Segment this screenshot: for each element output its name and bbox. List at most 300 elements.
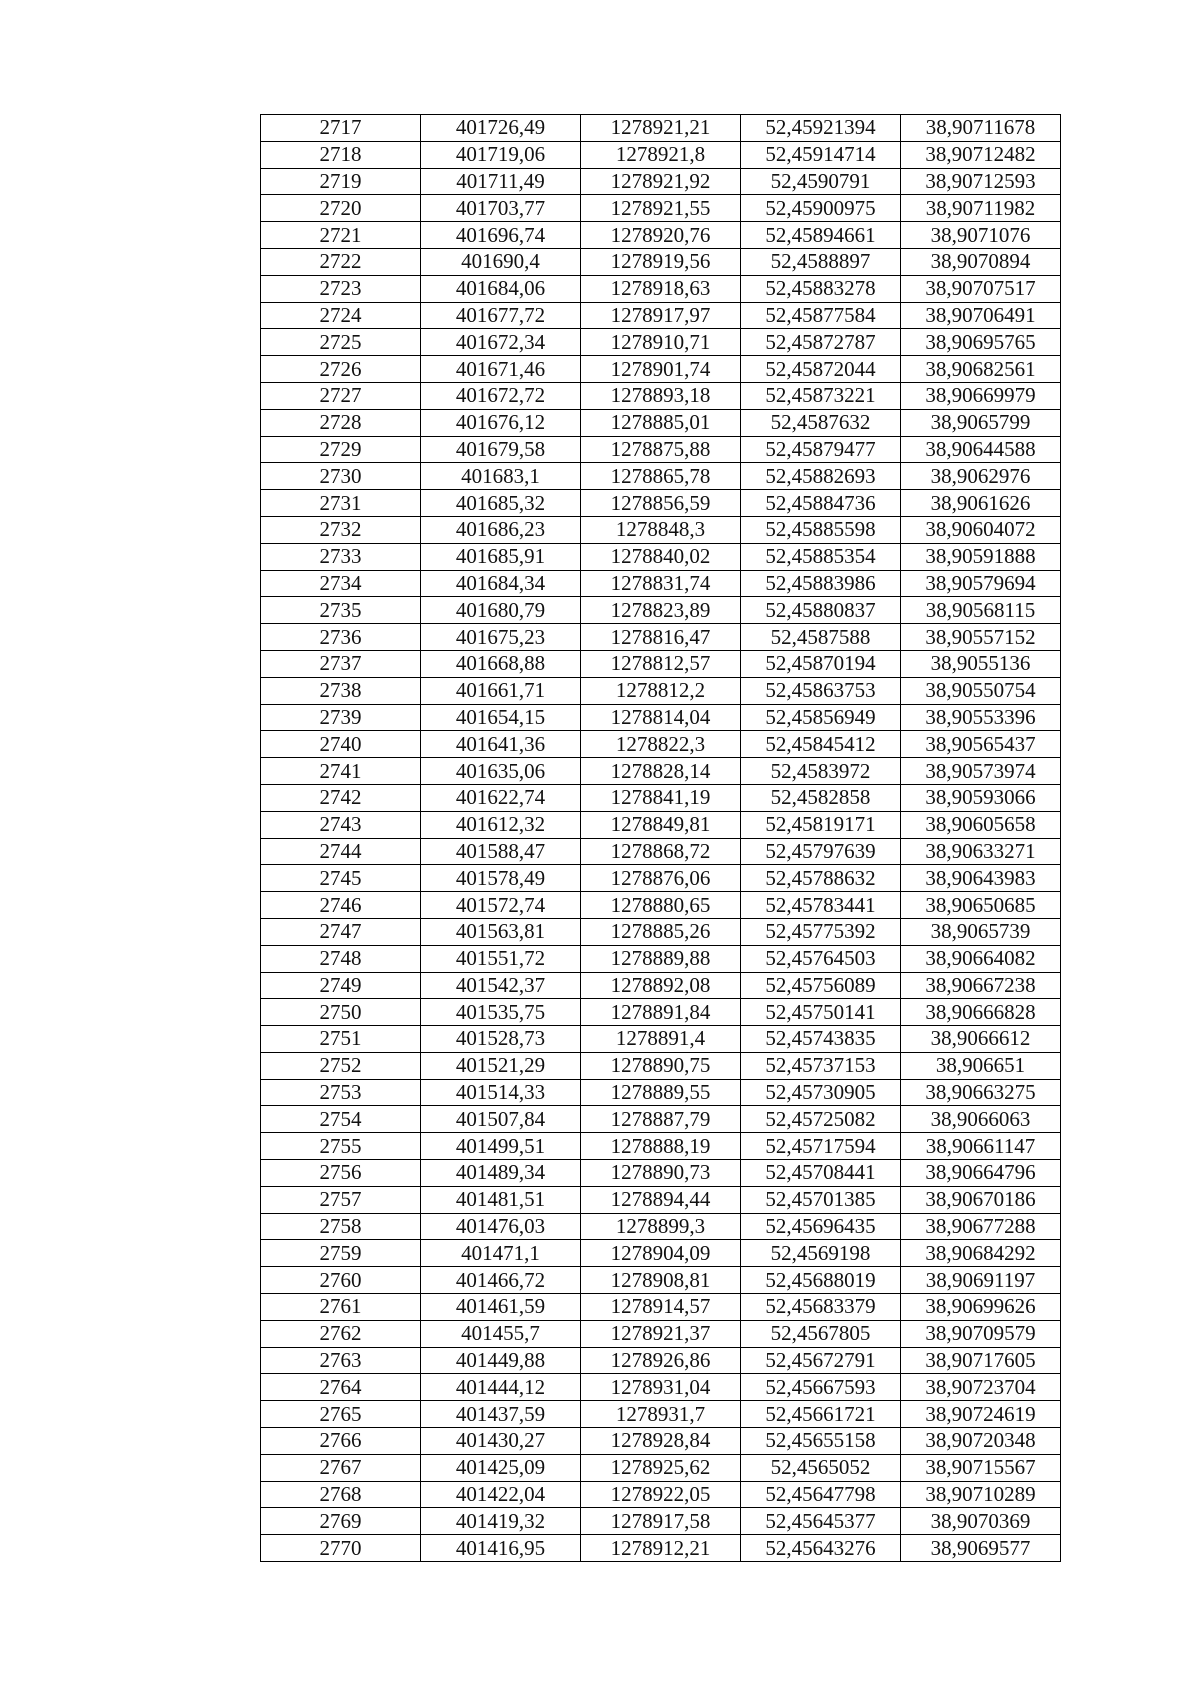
longitude-cell: 38,90568115 bbox=[901, 597, 1061, 624]
point-number-cell: 2755 bbox=[261, 1133, 421, 1160]
x-coordinate-cell: 401672,34 bbox=[421, 329, 581, 356]
longitude-cell: 38,90553396 bbox=[901, 704, 1061, 731]
table-row bbox=[261, 141, 1061, 168]
table-row bbox=[261, 1401, 1061, 1428]
y-coordinate-cell: 1278891,84 bbox=[581, 999, 741, 1026]
x-coordinate-cell: 401444,12 bbox=[421, 1374, 581, 1401]
table-row bbox=[261, 758, 1061, 785]
point-number-cell: 2739 bbox=[261, 704, 421, 731]
table-row bbox=[261, 1294, 1061, 1321]
x-coordinate-cell: 401672,72 bbox=[421, 382, 581, 409]
y-coordinate-cell: 1278868,72 bbox=[581, 838, 741, 865]
y-coordinate-cell: 1278887,79 bbox=[581, 1106, 741, 1133]
y-coordinate-cell: 1278931,04 bbox=[581, 1374, 741, 1401]
longitude-cell: 38,9055136 bbox=[901, 650, 1061, 677]
table-row bbox=[261, 1428, 1061, 1455]
x-coordinate-cell: 401690,4 bbox=[421, 248, 581, 275]
latitude-cell: 52,45883986 bbox=[741, 570, 901, 597]
point-number-cell: 2720 bbox=[261, 195, 421, 222]
coordinates-table bbox=[260, 114, 1061, 1562]
x-coordinate-cell: 401671,46 bbox=[421, 356, 581, 383]
point-number-cell: 2722 bbox=[261, 248, 421, 275]
point-number-cell: 2718 bbox=[261, 141, 421, 168]
x-coordinate-cell: 401489,34 bbox=[421, 1160, 581, 1187]
y-coordinate-cell: 1278912,21 bbox=[581, 1535, 741, 1562]
table-row bbox=[261, 1454, 1061, 1481]
x-coordinate-cell: 401528,73 bbox=[421, 1026, 581, 1053]
table-row bbox=[261, 195, 1061, 222]
y-coordinate-cell: 1278921,21 bbox=[581, 115, 741, 142]
y-coordinate-cell: 1278848,3 bbox=[581, 516, 741, 543]
point-number-cell: 2737 bbox=[261, 650, 421, 677]
x-coordinate-cell: 401419,32 bbox=[421, 1508, 581, 1535]
y-coordinate-cell: 1278921,92 bbox=[581, 168, 741, 195]
table-row bbox=[261, 1026, 1061, 1053]
y-coordinate-cell: 1278880,65 bbox=[581, 892, 741, 919]
table-row bbox=[261, 731, 1061, 758]
table-row bbox=[261, 275, 1061, 302]
x-coordinate-cell: 401499,51 bbox=[421, 1133, 581, 1160]
latitude-cell: 52,45701385 bbox=[741, 1186, 901, 1213]
longitude-cell: 38,90712593 bbox=[901, 168, 1061, 195]
latitude-cell: 52,45696435 bbox=[741, 1213, 901, 1240]
x-coordinate-cell: 401476,03 bbox=[421, 1213, 581, 1240]
point-number-cell: 2731 bbox=[261, 490, 421, 517]
x-coordinate-cell: 401455,7 bbox=[421, 1320, 581, 1347]
x-coordinate-cell: 401685,32 bbox=[421, 490, 581, 517]
point-number-cell: 2763 bbox=[261, 1347, 421, 1374]
latitude-cell: 52,4567805 bbox=[741, 1320, 901, 1347]
longitude-cell: 38,90682561 bbox=[901, 356, 1061, 383]
point-number-cell: 2760 bbox=[261, 1267, 421, 1294]
table-row bbox=[261, 892, 1061, 919]
point-number-cell: 2719 bbox=[261, 168, 421, 195]
y-coordinate-cell: 1278814,04 bbox=[581, 704, 741, 731]
point-number-cell: 2733 bbox=[261, 543, 421, 570]
longitude-cell: 38,90677288 bbox=[901, 1213, 1061, 1240]
x-coordinate-cell: 401654,15 bbox=[421, 704, 581, 731]
longitude-cell: 38,90670186 bbox=[901, 1186, 1061, 1213]
latitude-cell: 52,45764503 bbox=[741, 945, 901, 972]
point-number-cell: 2732 bbox=[261, 516, 421, 543]
longitude-cell: 38,90699626 bbox=[901, 1294, 1061, 1321]
point-number-cell: 2754 bbox=[261, 1106, 421, 1133]
x-coordinate-cell: 401535,75 bbox=[421, 999, 581, 1026]
longitude-cell: 38,9065799 bbox=[901, 409, 1061, 436]
y-coordinate-cell: 1278921,8 bbox=[581, 141, 741, 168]
point-number-cell: 2753 bbox=[261, 1079, 421, 1106]
longitude-cell: 38,9066063 bbox=[901, 1106, 1061, 1133]
point-number-cell: 2765 bbox=[261, 1401, 421, 1428]
y-coordinate-cell: 1278899,3 bbox=[581, 1213, 741, 1240]
x-coordinate-cell: 401719,06 bbox=[421, 141, 581, 168]
table-row bbox=[261, 1213, 1061, 1240]
latitude-cell: 52,45783441 bbox=[741, 892, 901, 919]
latitude-cell: 52,45775392 bbox=[741, 918, 901, 945]
table-row bbox=[261, 329, 1061, 356]
x-coordinate-cell: 401542,37 bbox=[421, 972, 581, 999]
y-coordinate-cell: 1278812,57 bbox=[581, 650, 741, 677]
y-coordinate-cell: 1278891,4 bbox=[581, 1026, 741, 1053]
x-coordinate-cell: 401572,74 bbox=[421, 892, 581, 919]
y-coordinate-cell: 1278812,2 bbox=[581, 677, 741, 704]
latitude-cell: 52,45914714 bbox=[741, 141, 901, 168]
table-row bbox=[261, 918, 1061, 945]
latitude-cell: 52,45672791 bbox=[741, 1347, 901, 1374]
table-row bbox=[261, 382, 1061, 409]
table-row bbox=[261, 436, 1061, 463]
x-coordinate-cell: 401422,04 bbox=[421, 1481, 581, 1508]
longitude-cell: 38,9061626 bbox=[901, 490, 1061, 517]
x-coordinate-cell: 401425,09 bbox=[421, 1454, 581, 1481]
point-number-cell: 2742 bbox=[261, 784, 421, 811]
longitude-cell: 38,90684292 bbox=[901, 1240, 1061, 1267]
longitude-cell: 38,90710289 bbox=[901, 1481, 1061, 1508]
table-row bbox=[261, 1267, 1061, 1294]
point-number-cell: 2764 bbox=[261, 1374, 421, 1401]
table-row bbox=[261, 222, 1061, 249]
y-coordinate-cell: 1278919,56 bbox=[581, 248, 741, 275]
point-number-cell: 2726 bbox=[261, 356, 421, 383]
point-number-cell: 2727 bbox=[261, 382, 421, 409]
y-coordinate-cell: 1278856,59 bbox=[581, 490, 741, 517]
longitude-cell: 38,90723704 bbox=[901, 1374, 1061, 1401]
y-coordinate-cell: 1278890,75 bbox=[581, 1052, 741, 1079]
y-coordinate-cell: 1278885,01 bbox=[581, 409, 741, 436]
latitude-cell: 52,45788632 bbox=[741, 865, 901, 892]
x-coordinate-cell: 401696,74 bbox=[421, 222, 581, 249]
longitude-cell: 38,90695765 bbox=[901, 329, 1061, 356]
latitude-cell: 52,45683379 bbox=[741, 1294, 901, 1321]
y-coordinate-cell: 1278840,02 bbox=[581, 543, 741, 570]
longitude-cell: 38,90605658 bbox=[901, 811, 1061, 838]
x-coordinate-cell: 401578,49 bbox=[421, 865, 581, 892]
table-row bbox=[261, 115, 1061, 142]
table-row bbox=[261, 677, 1061, 704]
latitude-cell: 52,45645377 bbox=[741, 1508, 901, 1535]
y-coordinate-cell: 1278885,26 bbox=[581, 918, 741, 945]
table-row bbox=[261, 999, 1061, 1026]
point-number-cell: 2752 bbox=[261, 1052, 421, 1079]
point-number-cell: 2770 bbox=[261, 1535, 421, 1562]
longitude-cell: 38,90711678 bbox=[901, 115, 1061, 142]
longitude-cell: 38,90664796 bbox=[901, 1160, 1061, 1187]
longitude-cell: 38,90706491 bbox=[901, 302, 1061, 329]
x-coordinate-cell: 401481,51 bbox=[421, 1186, 581, 1213]
point-number-cell: 2728 bbox=[261, 409, 421, 436]
table-row bbox=[261, 302, 1061, 329]
table-row bbox=[261, 409, 1061, 436]
longitude-cell: 38,9071076 bbox=[901, 222, 1061, 249]
table-row bbox=[261, 624, 1061, 651]
point-number-cell: 2746 bbox=[261, 892, 421, 919]
longitude-cell: 38,90724619 bbox=[901, 1401, 1061, 1428]
latitude-cell: 52,45880837 bbox=[741, 597, 901, 624]
x-coordinate-cell: 401471,1 bbox=[421, 1240, 581, 1267]
table-row bbox=[261, 945, 1061, 972]
y-coordinate-cell: 1278828,14 bbox=[581, 758, 741, 785]
x-coordinate-cell: 401437,59 bbox=[421, 1401, 581, 1428]
latitude-cell: 52,45883278 bbox=[741, 275, 901, 302]
point-number-cell: 2768 bbox=[261, 1481, 421, 1508]
longitude-cell: 38,90557152 bbox=[901, 624, 1061, 651]
longitude-cell: 38,90573974 bbox=[901, 758, 1061, 785]
y-coordinate-cell: 1278910,71 bbox=[581, 329, 741, 356]
point-number-cell: 2744 bbox=[261, 838, 421, 865]
x-coordinate-cell: 401675,23 bbox=[421, 624, 581, 651]
y-coordinate-cell: 1278920,76 bbox=[581, 222, 741, 249]
latitude-cell: 52,45845412 bbox=[741, 731, 901, 758]
table-row bbox=[261, 838, 1061, 865]
table-row bbox=[261, 1106, 1061, 1133]
point-number-cell: 2735 bbox=[261, 597, 421, 624]
table-row bbox=[261, 1160, 1061, 1187]
latitude-cell: 52,45750141 bbox=[741, 999, 901, 1026]
latitude-cell: 52,45877584 bbox=[741, 302, 901, 329]
latitude-cell: 52,45819171 bbox=[741, 811, 901, 838]
longitude-cell: 38,90709579 bbox=[901, 1320, 1061, 1347]
x-coordinate-cell: 401679,58 bbox=[421, 436, 581, 463]
longitude-cell: 38,90707517 bbox=[901, 275, 1061, 302]
longitude-cell: 38,90650685 bbox=[901, 892, 1061, 919]
latitude-cell: 52,45863753 bbox=[741, 677, 901, 704]
point-number-cell: 2745 bbox=[261, 865, 421, 892]
longitude-cell: 38,90579694 bbox=[901, 570, 1061, 597]
y-coordinate-cell: 1278921,55 bbox=[581, 195, 741, 222]
point-number-cell: 2750 bbox=[261, 999, 421, 1026]
longitude-cell: 38,90711982 bbox=[901, 195, 1061, 222]
point-number-cell: 2740 bbox=[261, 731, 421, 758]
point-number-cell: 2747 bbox=[261, 918, 421, 945]
y-coordinate-cell: 1278823,89 bbox=[581, 597, 741, 624]
table-row bbox=[261, 1347, 1061, 1374]
point-number-cell: 2725 bbox=[261, 329, 421, 356]
x-coordinate-cell: 401684,06 bbox=[421, 275, 581, 302]
y-coordinate-cell: 1278831,74 bbox=[581, 570, 741, 597]
point-number-cell: 2741 bbox=[261, 758, 421, 785]
longitude-cell: 38,90550754 bbox=[901, 677, 1061, 704]
y-coordinate-cell: 1278922,05 bbox=[581, 1481, 741, 1508]
latitude-cell: 52,4582858 bbox=[741, 784, 901, 811]
point-number-cell: 2766 bbox=[261, 1428, 421, 1455]
point-number-cell: 2724 bbox=[261, 302, 421, 329]
x-coordinate-cell: 401461,59 bbox=[421, 1294, 581, 1321]
longitude-cell: 38,90604072 bbox=[901, 516, 1061, 543]
table-row bbox=[261, 1481, 1061, 1508]
coordinates-table-body bbox=[261, 115, 1061, 1562]
y-coordinate-cell: 1278901,74 bbox=[581, 356, 741, 383]
latitude-cell: 52,45884736 bbox=[741, 490, 901, 517]
table-row bbox=[261, 463, 1061, 490]
longitude-cell: 38,9069577 bbox=[901, 1535, 1061, 1562]
y-coordinate-cell: 1278865,78 bbox=[581, 463, 741, 490]
y-coordinate-cell: 1278890,73 bbox=[581, 1160, 741, 1187]
longitude-cell: 38,90591888 bbox=[901, 543, 1061, 570]
latitude-cell: 52,4588897 bbox=[741, 248, 901, 275]
latitude-cell: 52,45856949 bbox=[741, 704, 901, 731]
point-number-cell: 2736 bbox=[261, 624, 421, 651]
table-row bbox=[261, 784, 1061, 811]
latitude-cell: 52,4565052 bbox=[741, 1454, 901, 1481]
table-row bbox=[261, 1079, 1061, 1106]
latitude-cell: 52,45921394 bbox=[741, 115, 901, 142]
table-row bbox=[261, 248, 1061, 275]
y-coordinate-cell: 1278888,19 bbox=[581, 1133, 741, 1160]
latitude-cell: 52,45647798 bbox=[741, 1481, 901, 1508]
table-row bbox=[261, 168, 1061, 195]
point-number-cell: 2757 bbox=[261, 1186, 421, 1213]
table-row bbox=[261, 650, 1061, 677]
x-coordinate-cell: 401641,36 bbox=[421, 731, 581, 758]
longitude-cell: 38,9070894 bbox=[901, 248, 1061, 275]
table-row bbox=[261, 570, 1061, 597]
table-row bbox=[261, 811, 1061, 838]
latitude-cell: 52,45756089 bbox=[741, 972, 901, 999]
x-coordinate-cell: 401680,79 bbox=[421, 597, 581, 624]
latitude-cell: 52,45743835 bbox=[741, 1026, 901, 1053]
x-coordinate-cell: 401416,95 bbox=[421, 1535, 581, 1562]
longitude-cell: 38,90663275 bbox=[901, 1079, 1061, 1106]
point-number-cell: 2734 bbox=[261, 570, 421, 597]
x-coordinate-cell: 401676,12 bbox=[421, 409, 581, 436]
y-coordinate-cell: 1278889,55 bbox=[581, 1079, 741, 1106]
longitude-cell: 38,9066612 bbox=[901, 1026, 1061, 1053]
x-coordinate-cell: 401726,49 bbox=[421, 115, 581, 142]
table-row bbox=[261, 704, 1061, 731]
y-coordinate-cell: 1278894,44 bbox=[581, 1186, 741, 1213]
longitude-cell: 38,9065739 bbox=[901, 918, 1061, 945]
y-coordinate-cell: 1278875,88 bbox=[581, 436, 741, 463]
x-coordinate-cell: 401677,72 bbox=[421, 302, 581, 329]
y-coordinate-cell: 1278914,57 bbox=[581, 1294, 741, 1321]
longitude-cell: 38,90565437 bbox=[901, 731, 1061, 758]
y-coordinate-cell: 1278925,62 bbox=[581, 1454, 741, 1481]
y-coordinate-cell: 1278908,81 bbox=[581, 1267, 741, 1294]
x-coordinate-cell: 401563,81 bbox=[421, 918, 581, 945]
latitude-cell: 52,45872044 bbox=[741, 356, 901, 383]
latitude-cell: 52,45894661 bbox=[741, 222, 901, 249]
point-number-cell: 2756 bbox=[261, 1160, 421, 1187]
x-coordinate-cell: 401612,32 bbox=[421, 811, 581, 838]
y-coordinate-cell: 1278917,58 bbox=[581, 1508, 741, 1535]
table-row bbox=[261, 1052, 1061, 1079]
table-row bbox=[261, 597, 1061, 624]
y-coordinate-cell: 1278928,84 bbox=[581, 1428, 741, 1455]
y-coordinate-cell: 1278816,47 bbox=[581, 624, 741, 651]
x-coordinate-cell: 401507,84 bbox=[421, 1106, 581, 1133]
point-number-cell: 2729 bbox=[261, 436, 421, 463]
x-coordinate-cell: 401711,49 bbox=[421, 168, 581, 195]
point-number-cell: 2717 bbox=[261, 115, 421, 142]
x-coordinate-cell: 401683,1 bbox=[421, 463, 581, 490]
y-coordinate-cell: 1278876,06 bbox=[581, 865, 741, 892]
latitude-cell: 52,45708441 bbox=[741, 1160, 901, 1187]
latitude-cell: 52,45667593 bbox=[741, 1374, 901, 1401]
table-row bbox=[261, 516, 1061, 543]
longitude-cell: 38,90644588 bbox=[901, 436, 1061, 463]
x-coordinate-cell: 401430,27 bbox=[421, 1428, 581, 1455]
table-row bbox=[261, 356, 1061, 383]
x-coordinate-cell: 401622,74 bbox=[421, 784, 581, 811]
latitude-cell: 52,45688019 bbox=[741, 1267, 901, 1294]
x-coordinate-cell: 401703,77 bbox=[421, 195, 581, 222]
latitude-cell: 52,45873221 bbox=[741, 382, 901, 409]
point-number-cell: 2762 bbox=[261, 1320, 421, 1347]
latitude-cell: 52,4590791 bbox=[741, 168, 901, 195]
table-row bbox=[261, 543, 1061, 570]
latitude-cell: 52,45730905 bbox=[741, 1079, 901, 1106]
table-row bbox=[261, 1186, 1061, 1213]
table-row bbox=[261, 490, 1061, 517]
latitude-cell: 52,45661721 bbox=[741, 1401, 901, 1428]
y-coordinate-cell: 1278931,7 bbox=[581, 1401, 741, 1428]
point-number-cell: 2749 bbox=[261, 972, 421, 999]
longitude-cell: 38,9070369 bbox=[901, 1508, 1061, 1535]
longitude-cell: 38,90633271 bbox=[901, 838, 1061, 865]
latitude-cell: 52,45797639 bbox=[741, 838, 901, 865]
y-coordinate-cell: 1278893,18 bbox=[581, 382, 741, 409]
x-coordinate-cell: 401551,72 bbox=[421, 945, 581, 972]
latitude-cell: 52,45900975 bbox=[741, 195, 901, 222]
x-coordinate-cell: 401466,72 bbox=[421, 1267, 581, 1294]
longitude-cell: 38,90661147 bbox=[901, 1133, 1061, 1160]
table-row bbox=[261, 1240, 1061, 1267]
latitude-cell: 52,45885354 bbox=[741, 543, 901, 570]
y-coordinate-cell: 1278889,88 bbox=[581, 945, 741, 972]
y-coordinate-cell: 1278841,19 bbox=[581, 784, 741, 811]
point-number-cell: 2748 bbox=[261, 945, 421, 972]
latitude-cell: 52,45879477 bbox=[741, 436, 901, 463]
longitude-cell: 38,9062976 bbox=[901, 463, 1061, 490]
latitude-cell: 52,45725082 bbox=[741, 1106, 901, 1133]
point-number-cell: 2751 bbox=[261, 1026, 421, 1053]
point-number-cell: 2738 bbox=[261, 677, 421, 704]
table-row bbox=[261, 1320, 1061, 1347]
longitude-cell: 38,90643983 bbox=[901, 865, 1061, 892]
table-row bbox=[261, 972, 1061, 999]
x-coordinate-cell: 401588,47 bbox=[421, 838, 581, 865]
table-row bbox=[261, 865, 1061, 892]
longitude-cell: 38,90715567 bbox=[901, 1454, 1061, 1481]
longitude-cell: 38,90720348 bbox=[901, 1428, 1061, 1455]
longitude-cell: 38,90666828 bbox=[901, 999, 1061, 1026]
y-coordinate-cell: 1278921,37 bbox=[581, 1320, 741, 1347]
y-coordinate-cell: 1278917,97 bbox=[581, 302, 741, 329]
latitude-cell: 52,4569198 bbox=[741, 1240, 901, 1267]
longitude-cell: 38,90717605 bbox=[901, 1347, 1061, 1374]
longitude-cell: 38,90664082 bbox=[901, 945, 1061, 972]
point-number-cell: 2758 bbox=[261, 1213, 421, 1240]
y-coordinate-cell: 1278849,81 bbox=[581, 811, 741, 838]
x-coordinate-cell: 401514,33 bbox=[421, 1079, 581, 1106]
y-coordinate-cell: 1278904,09 bbox=[581, 1240, 741, 1267]
y-coordinate-cell: 1278918,63 bbox=[581, 275, 741, 302]
latitude-cell: 52,45737153 bbox=[741, 1052, 901, 1079]
latitude-cell: 52,45870194 bbox=[741, 650, 901, 677]
latitude-cell: 52,4587588 bbox=[741, 624, 901, 651]
point-number-cell: 2721 bbox=[261, 222, 421, 249]
y-coordinate-cell: 1278892,08 bbox=[581, 972, 741, 999]
longitude-cell: 38,90712482 bbox=[901, 141, 1061, 168]
point-number-cell: 2743 bbox=[261, 811, 421, 838]
latitude-cell: 52,4587632 bbox=[741, 409, 901, 436]
point-number-cell: 2730 bbox=[261, 463, 421, 490]
x-coordinate-cell: 401449,88 bbox=[421, 1347, 581, 1374]
point-number-cell: 2723 bbox=[261, 275, 421, 302]
latitude-cell: 52,45643276 bbox=[741, 1535, 901, 1562]
latitude-cell: 52,45882693 bbox=[741, 463, 901, 490]
table-row bbox=[261, 1535, 1061, 1562]
